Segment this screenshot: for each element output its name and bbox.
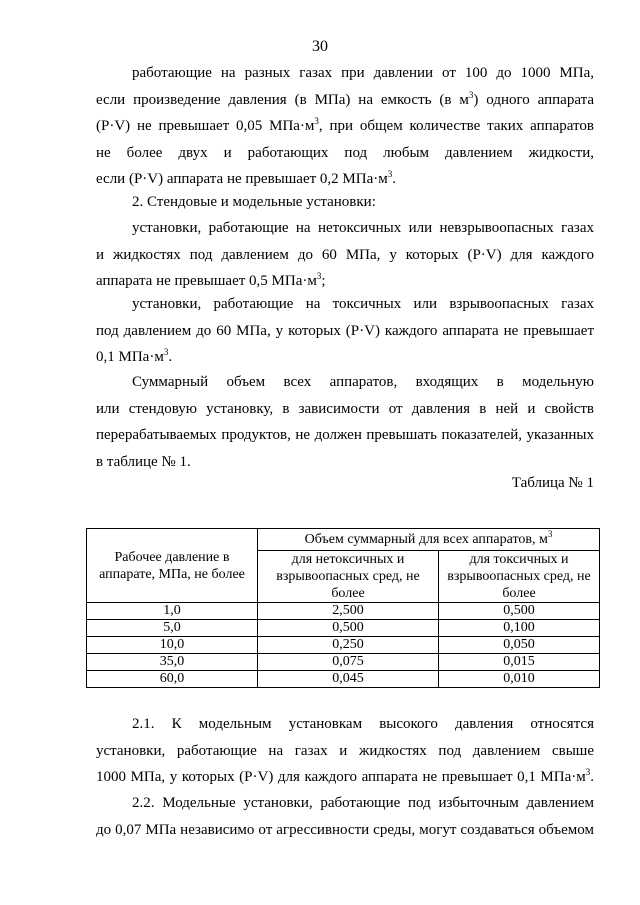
table-row bbox=[87, 637, 600, 654]
col-header-toxic: для токсичных и взрывоопасных сред, не более bbox=[439, 551, 600, 603]
table-row bbox=[87, 620, 600, 637]
table-cell: 10,0 bbox=[87, 637, 258, 654]
text-line: не более двух и работающих под любым давлением жидкости, bbox=[96, 144, 594, 161]
page-number: 30 bbox=[312, 38, 328, 55]
text-line: 1000 МПа, у которых (P·V) для каждого аппарата не превышает 0,1 $МПа\cdot м^3$. bbox=[96, 767, 594, 785]
table-cell: 0,500 bbox=[439, 603, 600, 620]
paragraph-5 bbox=[96, 369, 594, 475]
text-line: работающие на разных газах при давлении от 100 до 1000 МПа, bbox=[132, 65, 594, 81]
paragraph-1 bbox=[96, 60, 594, 193]
text-line: 2.2. Модельные установки, работающие под избыточным давлением bbox=[132, 795, 594, 811]
volume-table bbox=[86, 528, 600, 688]
text-line: и жидкостях под давлением до 60 МПа, у которых (P·V) для каждого bbox=[96, 246, 594, 263]
text-line: аппарата не превышает 0,5 $МПа\cdot м^3$; bbox=[96, 271, 326, 289]
table-cell: 0,500 bbox=[258, 620, 439, 637]
table-cell: 1,0 bbox=[87, 603, 258, 620]
table-cell: 0,045 bbox=[258, 671, 439, 688]
table-row bbox=[87, 671, 600, 688]
text-line: (P·V) не превышает 0,05 $МПа\cdot м^3$, при общем количестве таких аппаратов bbox=[96, 116, 594, 134]
table-cell: 0,010 bbox=[439, 671, 600, 688]
text-line: установки, работающие на нетоксичных или невзрывоопасных газах bbox=[132, 220, 594, 236]
group-header-volume: Объем суммарный для всех аппаратов, $м^3$ bbox=[258, 529, 600, 551]
table-cell: 0,015 bbox=[439, 654, 600, 671]
table-cell: 2,500 bbox=[258, 603, 439, 620]
text-line: установки, работающие на токсичных или взрывоопасных газах bbox=[132, 296, 594, 312]
table-caption: Таблица № 1 bbox=[511, 475, 594, 491]
col-header-pressure: Рабочее давление в аппарате, МПа, не более bbox=[87, 529, 258, 603]
text-line: 2.1. К модельным установкам высокого давления относятся bbox=[132, 716, 594, 732]
text-line: до 0,07 МПа независимо от агрессивности среды, могут создаваться объемом bbox=[96, 821, 594, 838]
text-line: или стендовую установку, в зависимости от давления в ней и свойств bbox=[96, 400, 594, 417]
table-cell: 0,050 bbox=[439, 637, 600, 654]
section-heading: 2. Стендовые и модельные установки: bbox=[132, 194, 376, 210]
paragraph-6 bbox=[96, 711, 594, 791]
text-line: если произведение давления (в МПа) на емкость (в $м^3$) одного аппарата bbox=[96, 89, 594, 108]
text-line: 0,1 $МПа\cdot м^3$. bbox=[96, 347, 173, 365]
text-line: если (P·V) аппарата не превышает 0,2 $МПа\cdot м^3$. bbox=[96, 169, 396, 187]
table-cell: 60,0 bbox=[87, 671, 258, 688]
paragraph-7 bbox=[96, 790, 594, 843]
text-line: перерабатываемых продуктов, не должен превышать показателей, указанных bbox=[96, 427, 594, 443]
text-line: под давлением до 60 МПа, у которых (P·V) каждого аппарата не превышает bbox=[96, 322, 594, 339]
table-cell: 35,0 bbox=[87, 654, 258, 671]
text-line: в таблице № 1. bbox=[96, 453, 191, 470]
table-row bbox=[87, 654, 600, 671]
paragraph-3 bbox=[96, 215, 594, 295]
table-row bbox=[87, 603, 600, 620]
paragraph-4 bbox=[96, 291, 594, 371]
col-header-nontoxic: для нетоксичных и взрывоопасных сред, не более bbox=[258, 551, 439, 603]
table-cell: 0,075 bbox=[258, 654, 439, 671]
table-cell: 0,250 bbox=[258, 637, 439, 654]
table-cell: 5,0 bbox=[87, 620, 258, 637]
text-line: Суммарный объем всех аппаратов, входящих в модельную bbox=[132, 374, 594, 390]
table-cell: 0,100 bbox=[439, 620, 600, 637]
text-line: установки, работающие на газах и жидкостях под давлением свыше bbox=[96, 742, 594, 759]
